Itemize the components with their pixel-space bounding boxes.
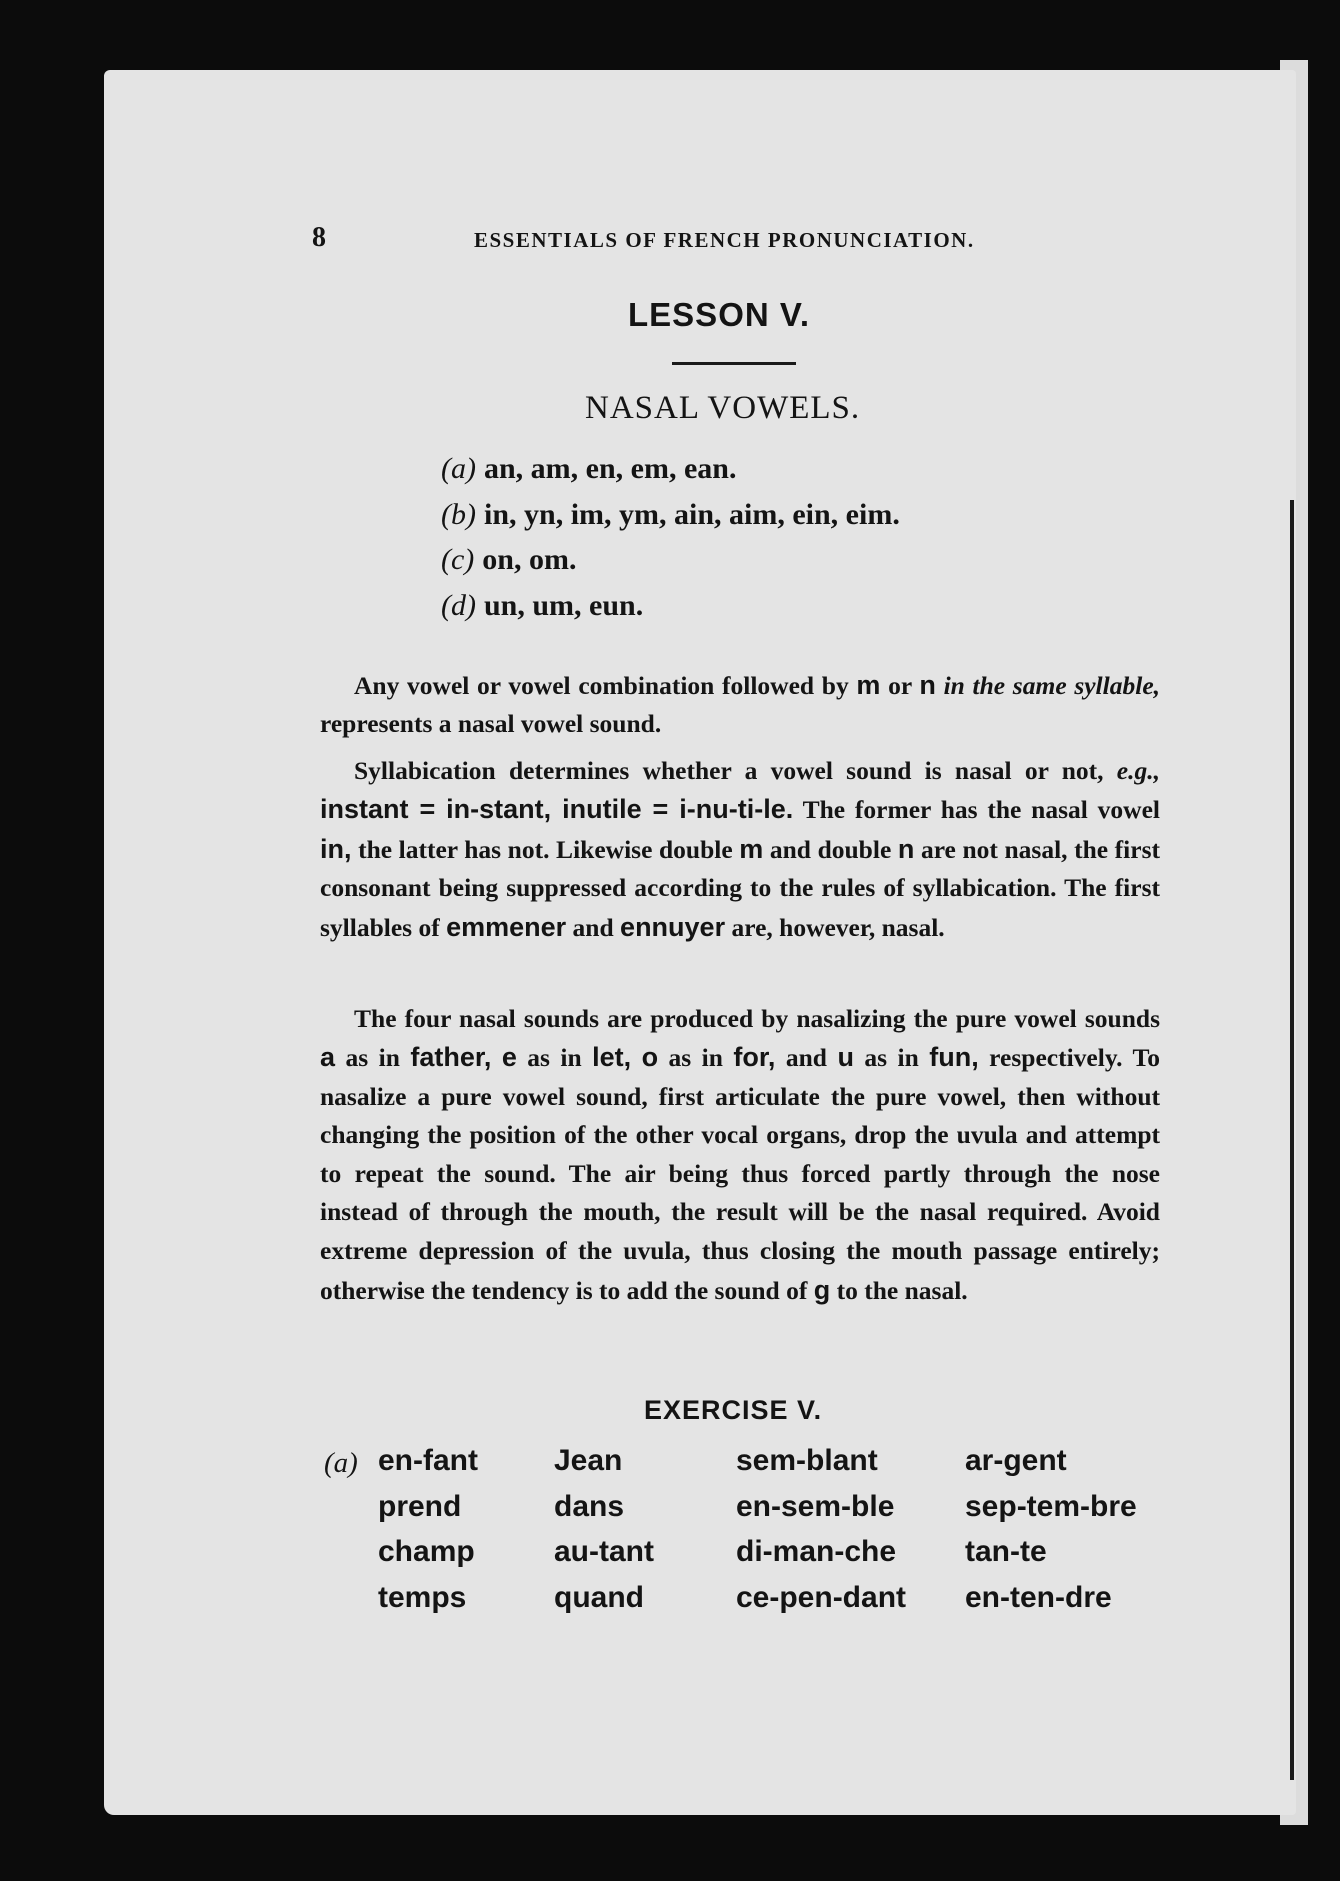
list-item bbox=[441, 589, 900, 635]
exercise-word: ar-gent bbox=[965, 1444, 1067, 1477]
exercise-word: quand bbox=[554, 1580, 644, 1614]
exercise-word: Jean bbox=[554, 1444, 623, 1477]
exercise-word: champ bbox=[378, 1535, 475, 1568]
lesson-title: LESSON V. bbox=[628, 296, 811, 333]
running-head: ESSENTIALS OF FRENCH PRONUNCIATION. bbox=[474, 228, 975, 252]
nasal-vowel-list bbox=[441, 452, 900, 634]
exercise-word: en-sem-ble bbox=[736, 1489, 895, 1523]
exercise-title: EXERCISE V. bbox=[644, 1395, 823, 1425]
exercise-word: en-fant bbox=[378, 1444, 478, 1477]
list-value: in, yn, im, ym, ain, aim, ein, eim. bbox=[483, 497, 900, 531]
exercise-word: ce-pen-dant bbox=[736, 1580, 907, 1614]
exercise-word: sep-tem-bre bbox=[965, 1489, 1137, 1523]
exercise-column-3 bbox=[736, 1444, 906, 1626]
list-value: an, am, en, em, ean. bbox=[483, 452, 737, 485]
list-item bbox=[441, 498, 900, 544]
exercise-word: sem-blant bbox=[736, 1444, 878, 1477]
paragraph-nasalization: The four nasal sounds are produced by nasalizing the pure vowel sounds a as in father, e as in let, o as in for, and u as in fun, respectively. To nasalize a pure vowel sound, first articulate the pure vowel, then without changing the position of the other vocal organs, drop the uvula and attempt to repeat the sound. The air being thus forced partly through the nose instead of through the mouth, the result will be the nasal required. Avoid extreme depression of the uvula, thus closing the mouth passage entirely; otherwise the tendency is to add the sound of g to the nasal. bbox=[320, 1003, 1160, 1305]
exercise-word: temps bbox=[378, 1580, 467, 1614]
exercise-word: en-ten-dre bbox=[965, 1580, 1112, 1614]
paragraph-syllabication: Syllabication determines whether a vowel sound is nasal or not, e.g., instant = in-stant, inutile = i-nu-ti-le. The former has the nasal vowel in, the latter has not. Likewise double m and double n are not nasal, the first consonant being suppressed according to the rules of syllabication. The first syllables of emmener and ennuyer are, however, nasal. bbox=[320, 755, 1160, 942]
list-label: (d) bbox=[441, 588, 476, 622]
exercise-word: dans bbox=[554, 1489, 625, 1523]
list-item bbox=[441, 452, 900, 498]
exercise-word: tan-te bbox=[965, 1535, 1047, 1568]
binding-shadow bbox=[1290, 500, 1294, 1780]
section-title: NASAL VOWELS. bbox=[585, 390, 861, 426]
list-value: on, om. bbox=[482, 543, 577, 576]
list-value: un, um, eun. bbox=[483, 588, 644, 622]
exercise-word: di-man-che bbox=[736, 1535, 897, 1568]
exercise-word: prend bbox=[378, 1489, 462, 1523]
title-rule bbox=[672, 362, 796, 365]
exercise-word: au-tant bbox=[554, 1535, 654, 1568]
list-label: (b) bbox=[441, 497, 476, 531]
exercise-column-2 bbox=[554, 1444, 654, 1626]
paragraph-nasal-rule: Any vowel or vowel combination followed by m or n in the same syllable, represents a nasal vowel sound. bbox=[320, 669, 1161, 739]
page-number: 8 bbox=[312, 222, 326, 253]
exercise-column-1 bbox=[378, 1444, 478, 1626]
list-label: (c) bbox=[441, 543, 475, 576]
list-label: (a) bbox=[441, 452, 476, 485]
list-item bbox=[441, 543, 900, 589]
exercise-column-4 bbox=[965, 1444, 1137, 1626]
exercise-label: (a) bbox=[324, 1447, 358, 1479]
